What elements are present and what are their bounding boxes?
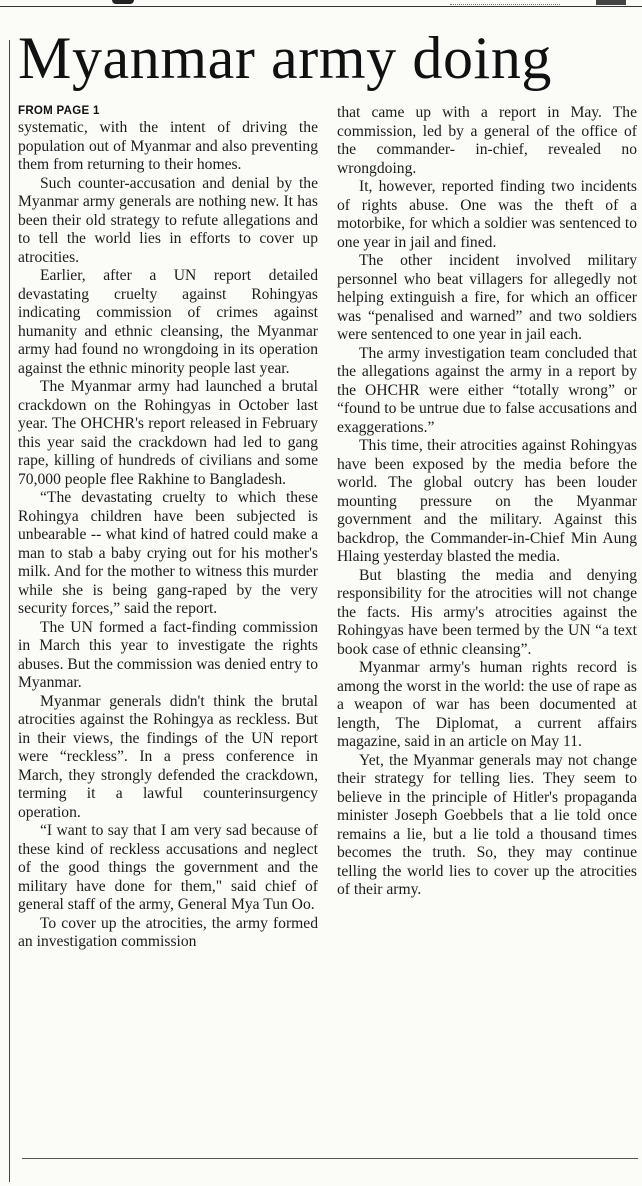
paragraph: “I want to say that I am very sad because of these kind of reckless accusations and neglect of the good things the government and the military have done for them," said chief of general staff of the army, General Mya Tun Oo. xyxy=(18,822,318,913)
paragraph: systematic, with the intent of driving the population out of Myanmar and also preventing them from returning to their homes. xyxy=(18,119,318,173)
headline: Myanmar army doing xyxy=(18,25,553,91)
paragraph: But blasting the media and denying responsibility for the atrocities will not change the facts. His army's atrocities against the Rohingyas have been termed by the UN “a text book case of ethnic cleansing”. xyxy=(337,566,637,658)
jump-label: FROM PAGE 1 xyxy=(18,105,100,117)
paragraph: To cover up the atrocities, the army formed an investigation commission xyxy=(18,914,318,950)
section-tab-fragment xyxy=(596,0,626,5)
masthead-fragment xyxy=(112,0,134,4)
paragraph: Earlier, after a UN report detailed devastating cruelty against Rohingyas indicating commission of crimes against humanity and ethnic cleansing, the Myanmar army had found no wrongdoing in its operation against the ethnic minority people last year. xyxy=(18,267,318,377)
article-column-left xyxy=(18,104,318,952)
paragraph: The army investigation team concluded that the allegations against the army in a report by the OHCHR were either “totally wrong” or “found to be untrue due to false accusations and exaggerations.” xyxy=(337,344,637,436)
bottom-rule xyxy=(22,1158,638,1159)
paragraph: Yet, the Myanmar generals may not change their strategy for telling lies. They seem to believe in the principle of Hitler's propaganda minister Joseph Goebbels that a lie told once remains a lie, but a lie told a thousand times becomes the truth. So, they may continue telling the world lies to cover up the atrocities of their army. xyxy=(337,751,637,898)
paragraph: that came up with a report in May. The commission, led by a general of the office of the commander- in-chief, revealed no wrongdoing. xyxy=(337,104,637,177)
article-column-right xyxy=(337,104,637,900)
column-rule xyxy=(9,40,10,1182)
paragraph: It, however, reported finding two incidents of rights abuse. One was the theft of a motorbike, for which a soldier was sentenced to one year in jail and fined. xyxy=(337,178,637,251)
paragraph: Myanmar army's human rights record is among the worst in the world: the use of rape as a weapon of war has been documented at length, The Diplomat, a current affairs magazine, said in an article on May 11. xyxy=(337,659,637,750)
paragraph: “The devastating cruelty to which these Rohingya children have been subjected is unbearable -- what kind of hatred could make a man to stab a baby crying out for his mother's milk. And for the mother to witness this murder while she is being gang-raped by the very security forces,” said the report. xyxy=(18,489,318,617)
paragraph: The other incident involved military personnel who beat villagers for allegedly not helping extinguish a fire, for which an officer was “penalised and warned” and two soldiers were sentenced to one year in jail each. xyxy=(337,252,637,343)
top-rule xyxy=(0,6,642,7)
paragraph: The UN formed a fact-finding commission in March this year to investigate the rights abuses. But the commission was denied entry to Myanmar. xyxy=(18,618,318,691)
paragraph: Such counter-accusation and denial by the Myanmar army generals are nothing new. It has been their old strategy to refute allegations and to tell the world lies in efforts to cover up atrocities. xyxy=(18,174,318,266)
paragraph: This time, their atrocities against Rohingyas have been exposed by the media before the world. The global outcry has been louder mounting pressure on the Myanmar government and the military. Against this backdrop, the Commander-in-Chief Min Aung Hlaing yesterday blasted the media. xyxy=(337,437,637,565)
folio-fragment xyxy=(450,0,560,5)
paragraph: Myanmar generals didn't think the brutal atrocities against the Rohingya as reckless. But in their views, the findings of the UN report were “reckless”. In a press conference in March, they strongly defended the crackdown, terming it a lawful counterinsurgency operation. xyxy=(18,692,318,821)
paragraph: The Myanmar army had launched a brutal crackdown on the Rohingyas in October last year. The OHCHR's report released in February this year said the crackdown had led to gang rape, killing of hundreds of civilians and some 70,000 people flee Rakhine to Bangladesh. xyxy=(18,378,318,488)
